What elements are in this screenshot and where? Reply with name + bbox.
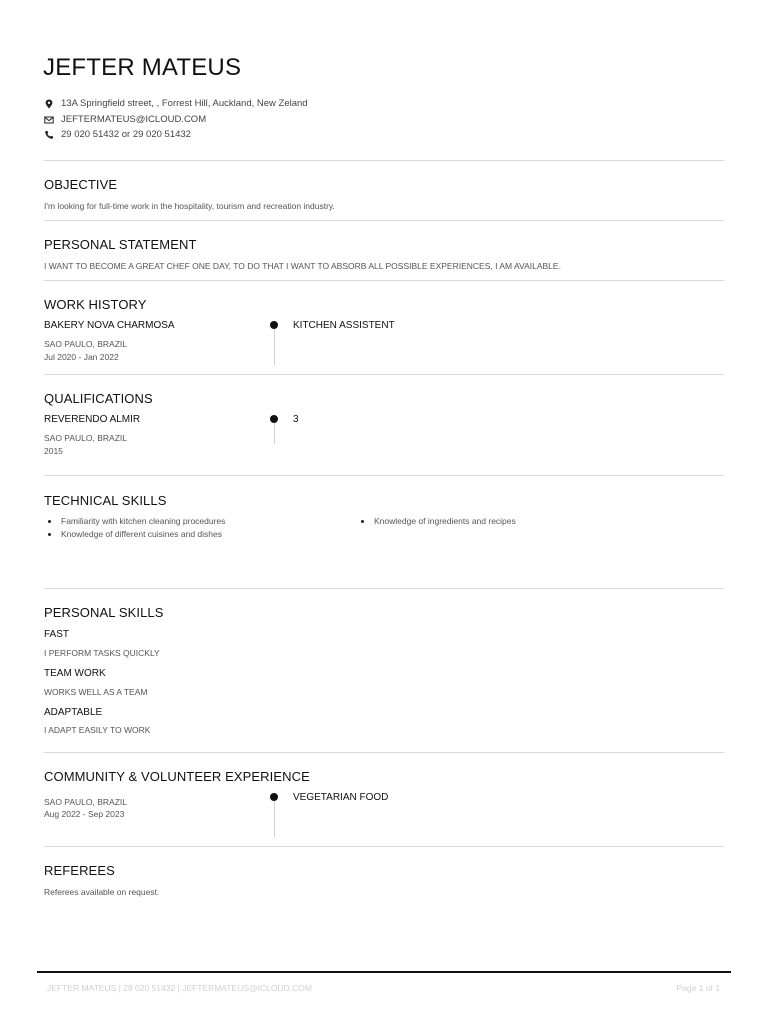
phone-text: 29 020 51432 or 29 020 51432 xyxy=(61,129,191,140)
list-item xyxy=(48,529,222,539)
email-text[interactable]: JEFTERMATEUS@ICLOUD.COM xyxy=(61,114,207,125)
skill-text: Knowledge of different cuisines and dishes xyxy=(61,529,222,539)
skill-text: Familiarity with kitchen cleaning procedures xyxy=(61,516,226,526)
divider xyxy=(44,752,724,753)
timeline-line xyxy=(274,423,275,444)
qualification-value: 3 xyxy=(293,414,299,425)
personal-skill-desc: WORKS WELL AS A TEAM xyxy=(44,687,148,697)
section-title-personal-skills: PERSONAL SKILLS xyxy=(44,605,164,620)
section-title-objective: OBJECTIVE xyxy=(44,177,118,192)
section-title-work-history: WORK HISTORY xyxy=(44,297,147,312)
map-pin-icon xyxy=(44,99,54,109)
divider xyxy=(44,475,724,476)
timeline-line xyxy=(274,329,275,365)
address-text: 13A Springfield street, , Forrest Hill, Auckland, New Zeland xyxy=(61,98,308,109)
section-title-community: COMMUNITY & VOLUNTEER EXPERIENCE xyxy=(44,769,310,784)
divider xyxy=(44,160,724,161)
section-title-technical-skills: TECHNICAL SKILLS xyxy=(44,493,167,508)
timeline-line xyxy=(274,801,275,837)
envelope-icon xyxy=(44,115,54,125)
work-dates: Jul 2020 - Jan 2022 xyxy=(44,352,119,362)
list-item xyxy=(361,516,516,526)
referees-text: Referees available on request. xyxy=(44,887,160,897)
work-role: KITCHEN ASSISTENT xyxy=(293,320,395,331)
community-location: SAO PAULO, BRAZIL xyxy=(44,797,127,807)
community-dates: Aug 2022 - Sep 2023 xyxy=(44,809,125,819)
phone-icon xyxy=(44,130,54,140)
section-title-qualifications: QUALIFICATIONS xyxy=(44,391,153,406)
page-number: Page 1 of 1 xyxy=(676,983,720,993)
resume-name: JEFTER MATEUS xyxy=(43,54,242,81)
personal-skill-name: ADAPTABLE xyxy=(44,707,103,718)
bullet-icon xyxy=(48,520,51,523)
personal-skill-desc: I ADAPT EASILY TO WORK xyxy=(44,725,151,735)
footer-contact: JEFTER MATEUS | 29 020 51432 | JEFTERMATEUS@ICLOUD.COM xyxy=(47,983,312,993)
footer-rule xyxy=(37,971,731,973)
divider xyxy=(44,846,724,847)
timeline-dot xyxy=(270,793,278,801)
contact-email xyxy=(44,114,206,125)
list-item xyxy=(48,516,225,526)
contact-phone xyxy=(44,129,191,140)
timeline-dot xyxy=(270,321,278,329)
divider xyxy=(44,280,724,281)
personal-statement-text: I WANT TO BECOME A GREAT CHEF ONE DAY, TO DO THAT I WANT TO ABSORB ALL POSSIBLE EXPERIENCES, I AM AVAILABLE. xyxy=(44,261,561,271)
work-location: SAO PAULO, BRAZIL xyxy=(44,339,127,349)
qualification-year: 2015 xyxy=(44,446,63,456)
section-title-referees: REFEREES xyxy=(44,863,115,878)
timeline-dot xyxy=(270,415,278,423)
work-company: BAKERY NOVA CHARMOSA xyxy=(44,320,175,331)
divider xyxy=(44,220,724,221)
contact-address xyxy=(44,98,308,109)
bullet-icon xyxy=(361,520,364,523)
personal-skill-name: FAST xyxy=(44,629,70,640)
divider xyxy=(44,374,724,375)
skill-text: Knowledge of ingredients and recipes xyxy=(374,516,516,526)
community-role: VEGETARIAN FOOD xyxy=(293,792,389,803)
qualification-institution: REVERENDO ALMIR xyxy=(44,414,141,425)
bullet-icon xyxy=(48,533,51,536)
objective-text: I'm looking for full-time work in the hospitality, tourism and recreation industry. xyxy=(44,201,335,211)
divider xyxy=(44,588,724,589)
section-title-personal-statement: PERSONAL STATEMENT xyxy=(44,237,197,252)
personal-skill-desc: I PERFORM TASKS QUICKLY xyxy=(44,648,160,658)
qualification-location: SAO PAULO, BRAZIL xyxy=(44,433,127,443)
personal-skill-name: TEAM WORK xyxy=(44,668,106,679)
